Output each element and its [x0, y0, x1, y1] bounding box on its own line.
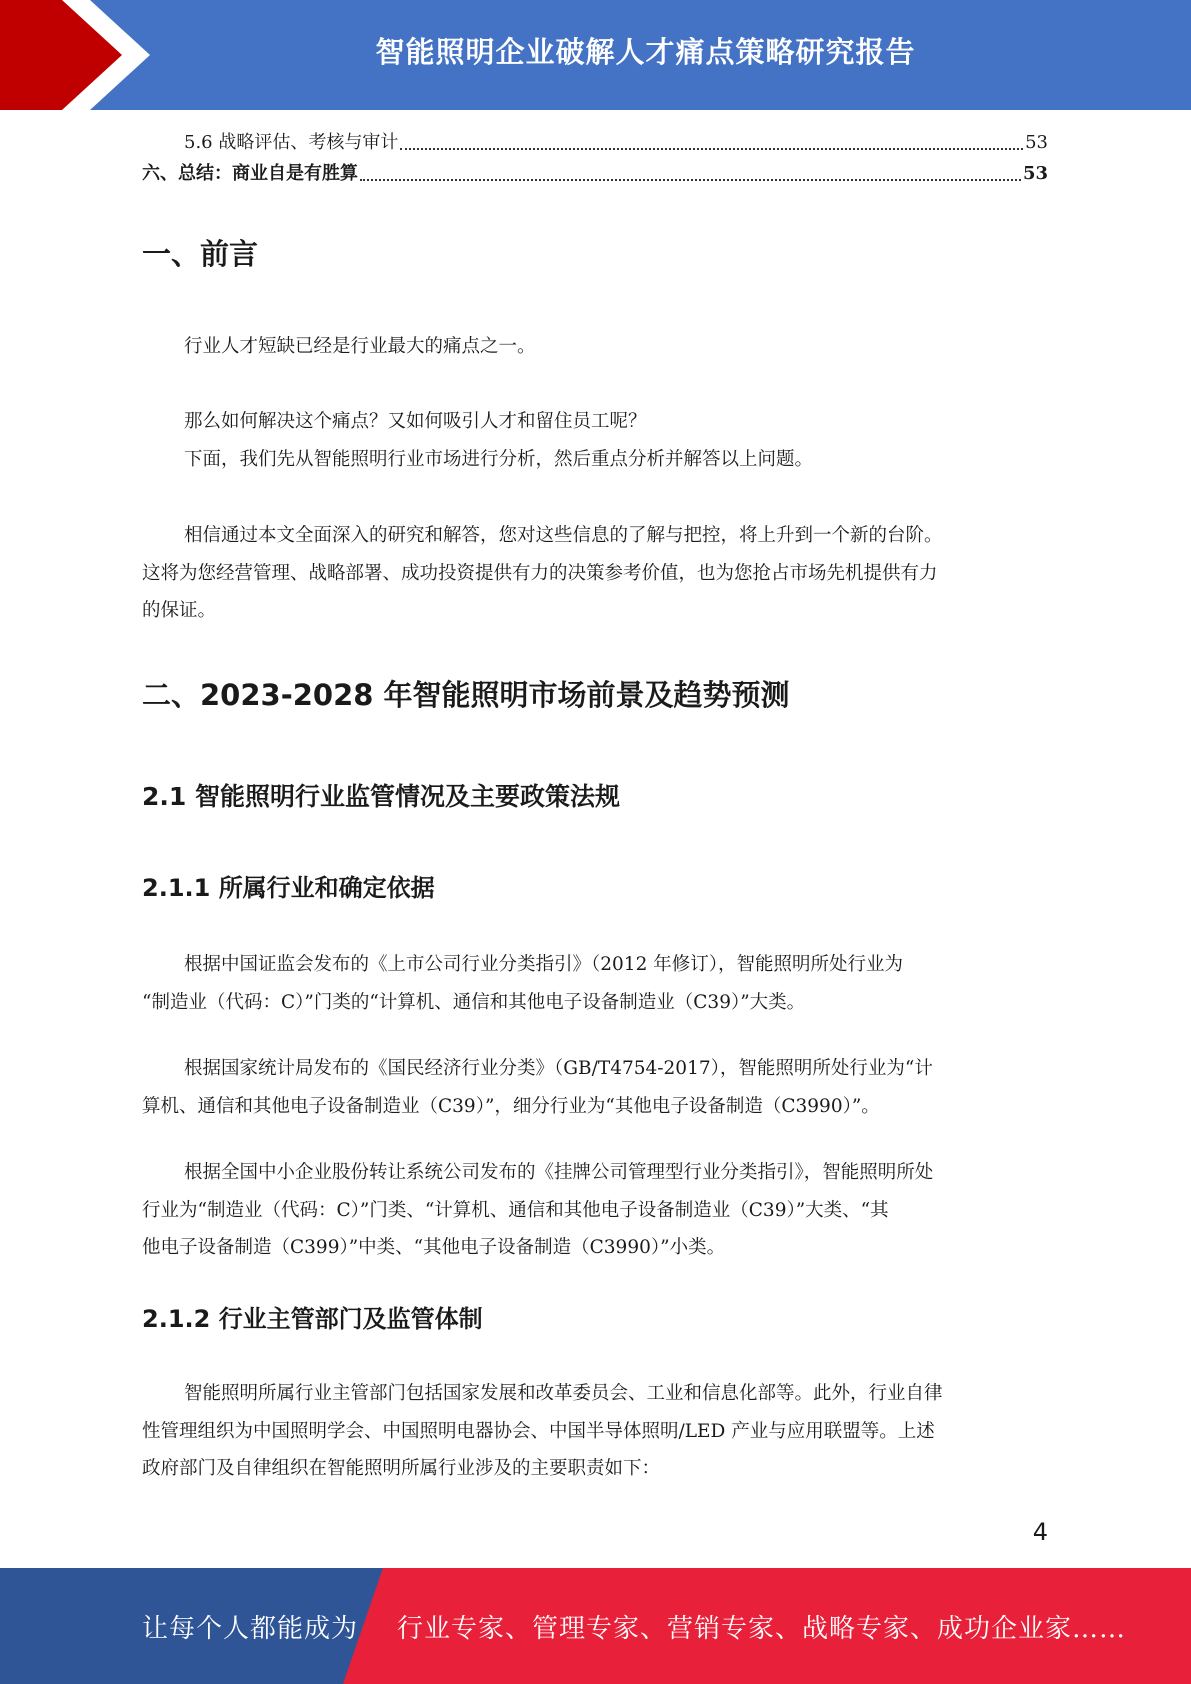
- section-heading-preface: 一、前言: [142, 237, 259, 271]
- toc-leader-dots: [400, 148, 1023, 150]
- paragraph: 相信通过本文全面深入的研究和解答，您对这些信息的了解与把控，将上升到一个新的台阶。 这将为您经营管理、战略部署、成功投资提供有力的决策参考价值，也为您抢占市场先机提供有力 的保证。: [142, 525, 943, 621]
- toc-leader-dots: [360, 179, 1021, 181]
- toc-entry-label: 5.6 战略评估、考核与审计: [184, 132, 399, 153]
- page-number: 4: [1032, 1518, 1048, 1546]
- report-title: 智能照明企业破解人才痛点策略研究报告: [375, 34, 916, 69]
- subsection-heading: 2.1 智能照明行业监管情况及主要政策法规: [142, 782, 620, 811]
- paragraph: 根据中国证监会发布的《上市公司行业分类指引》（2012 年修订），智能照明所处行业为 “制造业（代码：C）”门类的“计算机、通信和其他电子设备制造业（C39）”大类。: [142, 954, 903, 1013]
- subsection-heading: 2.1.1 所属行业和确定依据: [142, 874, 435, 902]
- paragraph: 智能照明所属行业主管部门包括国家发展和改革委员会、工业和信息化部等。此外，行业自律 性管理组织为中国照明学会、中国照明电器协会、中国半导体照明/LED 产业与应用联盟等。上述 政府部门及自律组织在智能照明所属行业涉及的主要职责如下：: [142, 1383, 943, 1479]
- footer-slogan-right: 行业专家、管理专家、营销专家、战略专家、成功企业家……: [397, 1613, 1127, 1644]
- section-heading-market: 二、2023-2028 年智能照明市场前景及趋势预测: [142, 678, 790, 712]
- toc-entry[interactable]: [142, 131, 1048, 155]
- paragraph: 根据全国中小企业股份转让系统公司发布的《挂牌公司管理型行业分类指引》，智能照明所处 行业为“制造业（代码：C）”门类、“计算机、通信和其他电子设备制造业（C39）”大类、“其 他电子设备制造（C399）”中类、“其他电子设备制造（C3990）”小类。: [142, 1162, 934, 1258]
- page-header: [0, 0, 1191, 110]
- header-arrow-decoration: [0, 0, 160, 110]
- toc-entry-label: 六、总结：商业自是有胜算: [142, 163, 358, 184]
- paragraph: 根据国家统计局发布的《国民经济行业分类》（GB/T4754-2017），智能照明所处行业为“计 算机、通信和其他电子设备制造业（C39）”，细分行业为“其他电子设备制造（C3990）”。: [142, 1058, 933, 1117]
- page-footer: [0, 1568, 1191, 1684]
- toc-entry-page: 53: [1022, 163, 1048, 184]
- toc-entry-page: 53: [1025, 132, 1048, 153]
- paragraph: 行业人才短缺已经是行业最大的痛点之一。: [184, 336, 536, 357]
- footer-slogan-left: 让每个人都能成为: [142, 1613, 359, 1644]
- subsection-heading: 2.1.2 行业主管部门及监管体制: [142, 1305, 483, 1333]
- paragraph: 那么如何解决这个痛点？又如何吸引人才和留住员工呢？ 下面，我们先从智能照明行业市场进行分析，然后重点分析并解答以上问题。: [184, 411, 814, 470]
- toc-entry[interactable]: [142, 162, 1048, 186]
